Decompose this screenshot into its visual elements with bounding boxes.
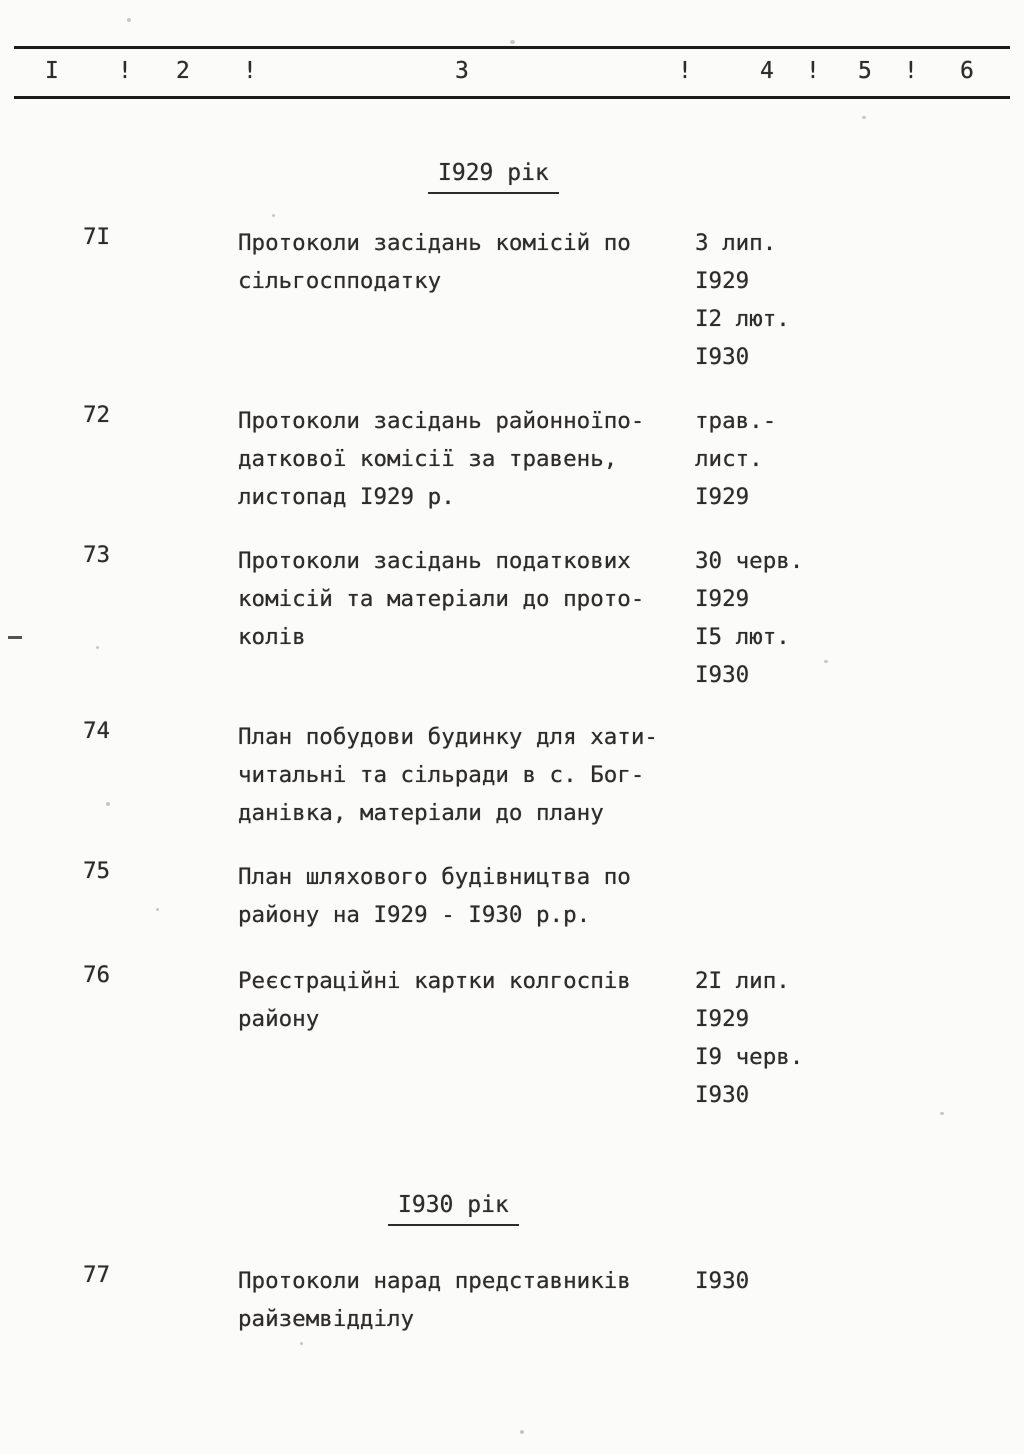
entry-number: 77 [83,1262,111,1288]
entry-date-line: трав.- [695,408,777,434]
entry-description-line: колів [238,624,306,650]
entry-number: 75 [83,858,111,884]
entry-description-line: листопад I929 р. [238,484,455,510]
scan-speckle [862,116,866,119]
header-top-rule [14,46,1010,49]
scan-speckle [824,660,828,663]
column-separator: ! [678,58,692,84]
entry-date-line: 3 лип. [695,230,777,256]
entry-date-line: I930 [695,662,750,688]
entry-description-line: Протоколи нарад представників [238,1268,631,1294]
entry-date-line: I930 [695,1268,750,1294]
column-separator: ! [243,58,257,84]
entry-description-line: райземвідділу [238,1306,415,1332]
entry-description-line: Протоколи засідань податкових [238,548,631,574]
entry-date-line: I929 [695,1006,750,1032]
header-bottom-rule [14,96,1010,99]
column-separator: ! [806,58,820,84]
entry-number: 73 [83,542,111,568]
entry-date-line: 30 черв. [695,548,804,574]
entry-description-line: План побудови будинку для хати- [238,724,658,750]
entry-description-line: району [238,1006,320,1032]
entry-date-line: лист. [695,446,763,472]
entry-date-line: I930 [695,344,750,370]
entry-date-line: I2 лют. [695,306,790,332]
scan-speckle [300,1342,303,1345]
scan-speckle [510,40,515,44]
entry-date-line: 2I лип. [695,968,790,994]
entry-number: 76 [83,962,111,988]
section-title-1929: I929 рік [428,160,559,194]
entry-description-line: данівка, матеріали до плану [238,800,604,826]
scan-speckle [156,908,159,911]
entry-date-line: I929 [695,268,750,294]
entry-description-line: даткової комісії за травень, [238,446,618,472]
entry-description-line: План шляхового будівництва по [238,864,631,890]
column-separator: ! [118,58,132,84]
entry-description-line: читальні та сільради в с. Бог- [238,762,645,788]
entry-description-line: сільгоспподатку [238,268,442,294]
entry-date-line: I929 [695,586,750,612]
section-title-1930: I930 рік [388,1192,519,1226]
column-separator: ! [904,58,918,84]
column-header-2: 2 [176,58,190,84]
entry-number: 7I [83,224,111,250]
scan-speckle [520,1430,524,1434]
entry-date-line: I929 [695,484,750,510]
column-header-6: 6 [960,58,974,84]
column-header-4: 4 [760,58,774,84]
entry-date-line: I9 черв. [695,1044,804,1070]
entry-date-line: I930 [695,1082,750,1108]
entry-description-line: Протоколи засідань комісій по [238,230,631,256]
entry-description-line: Реєстраційні картки колгоспів [238,968,631,994]
scan-speckle [940,1112,944,1115]
column-header-3: 3 [455,58,469,84]
scan-speckle [272,214,275,217]
scan-dash-artifact [8,636,22,639]
scan-speckle [96,646,99,649]
scan-speckle [127,18,131,22]
entry-description-line: Протоколи засідань районноїпо- [238,408,645,434]
entry-description-line: району на I929 - I930 р.р. [238,902,591,928]
entry-number: 74 [83,718,111,744]
column-header-1: I [45,58,59,84]
entry-description-line: комісій та матеріали до прото- [238,586,645,612]
scan-speckle [106,802,110,806]
entry-number: 72 [83,402,111,428]
entry-date-line: I5 лют. [695,624,790,650]
column-header-5: 5 [858,58,872,84]
